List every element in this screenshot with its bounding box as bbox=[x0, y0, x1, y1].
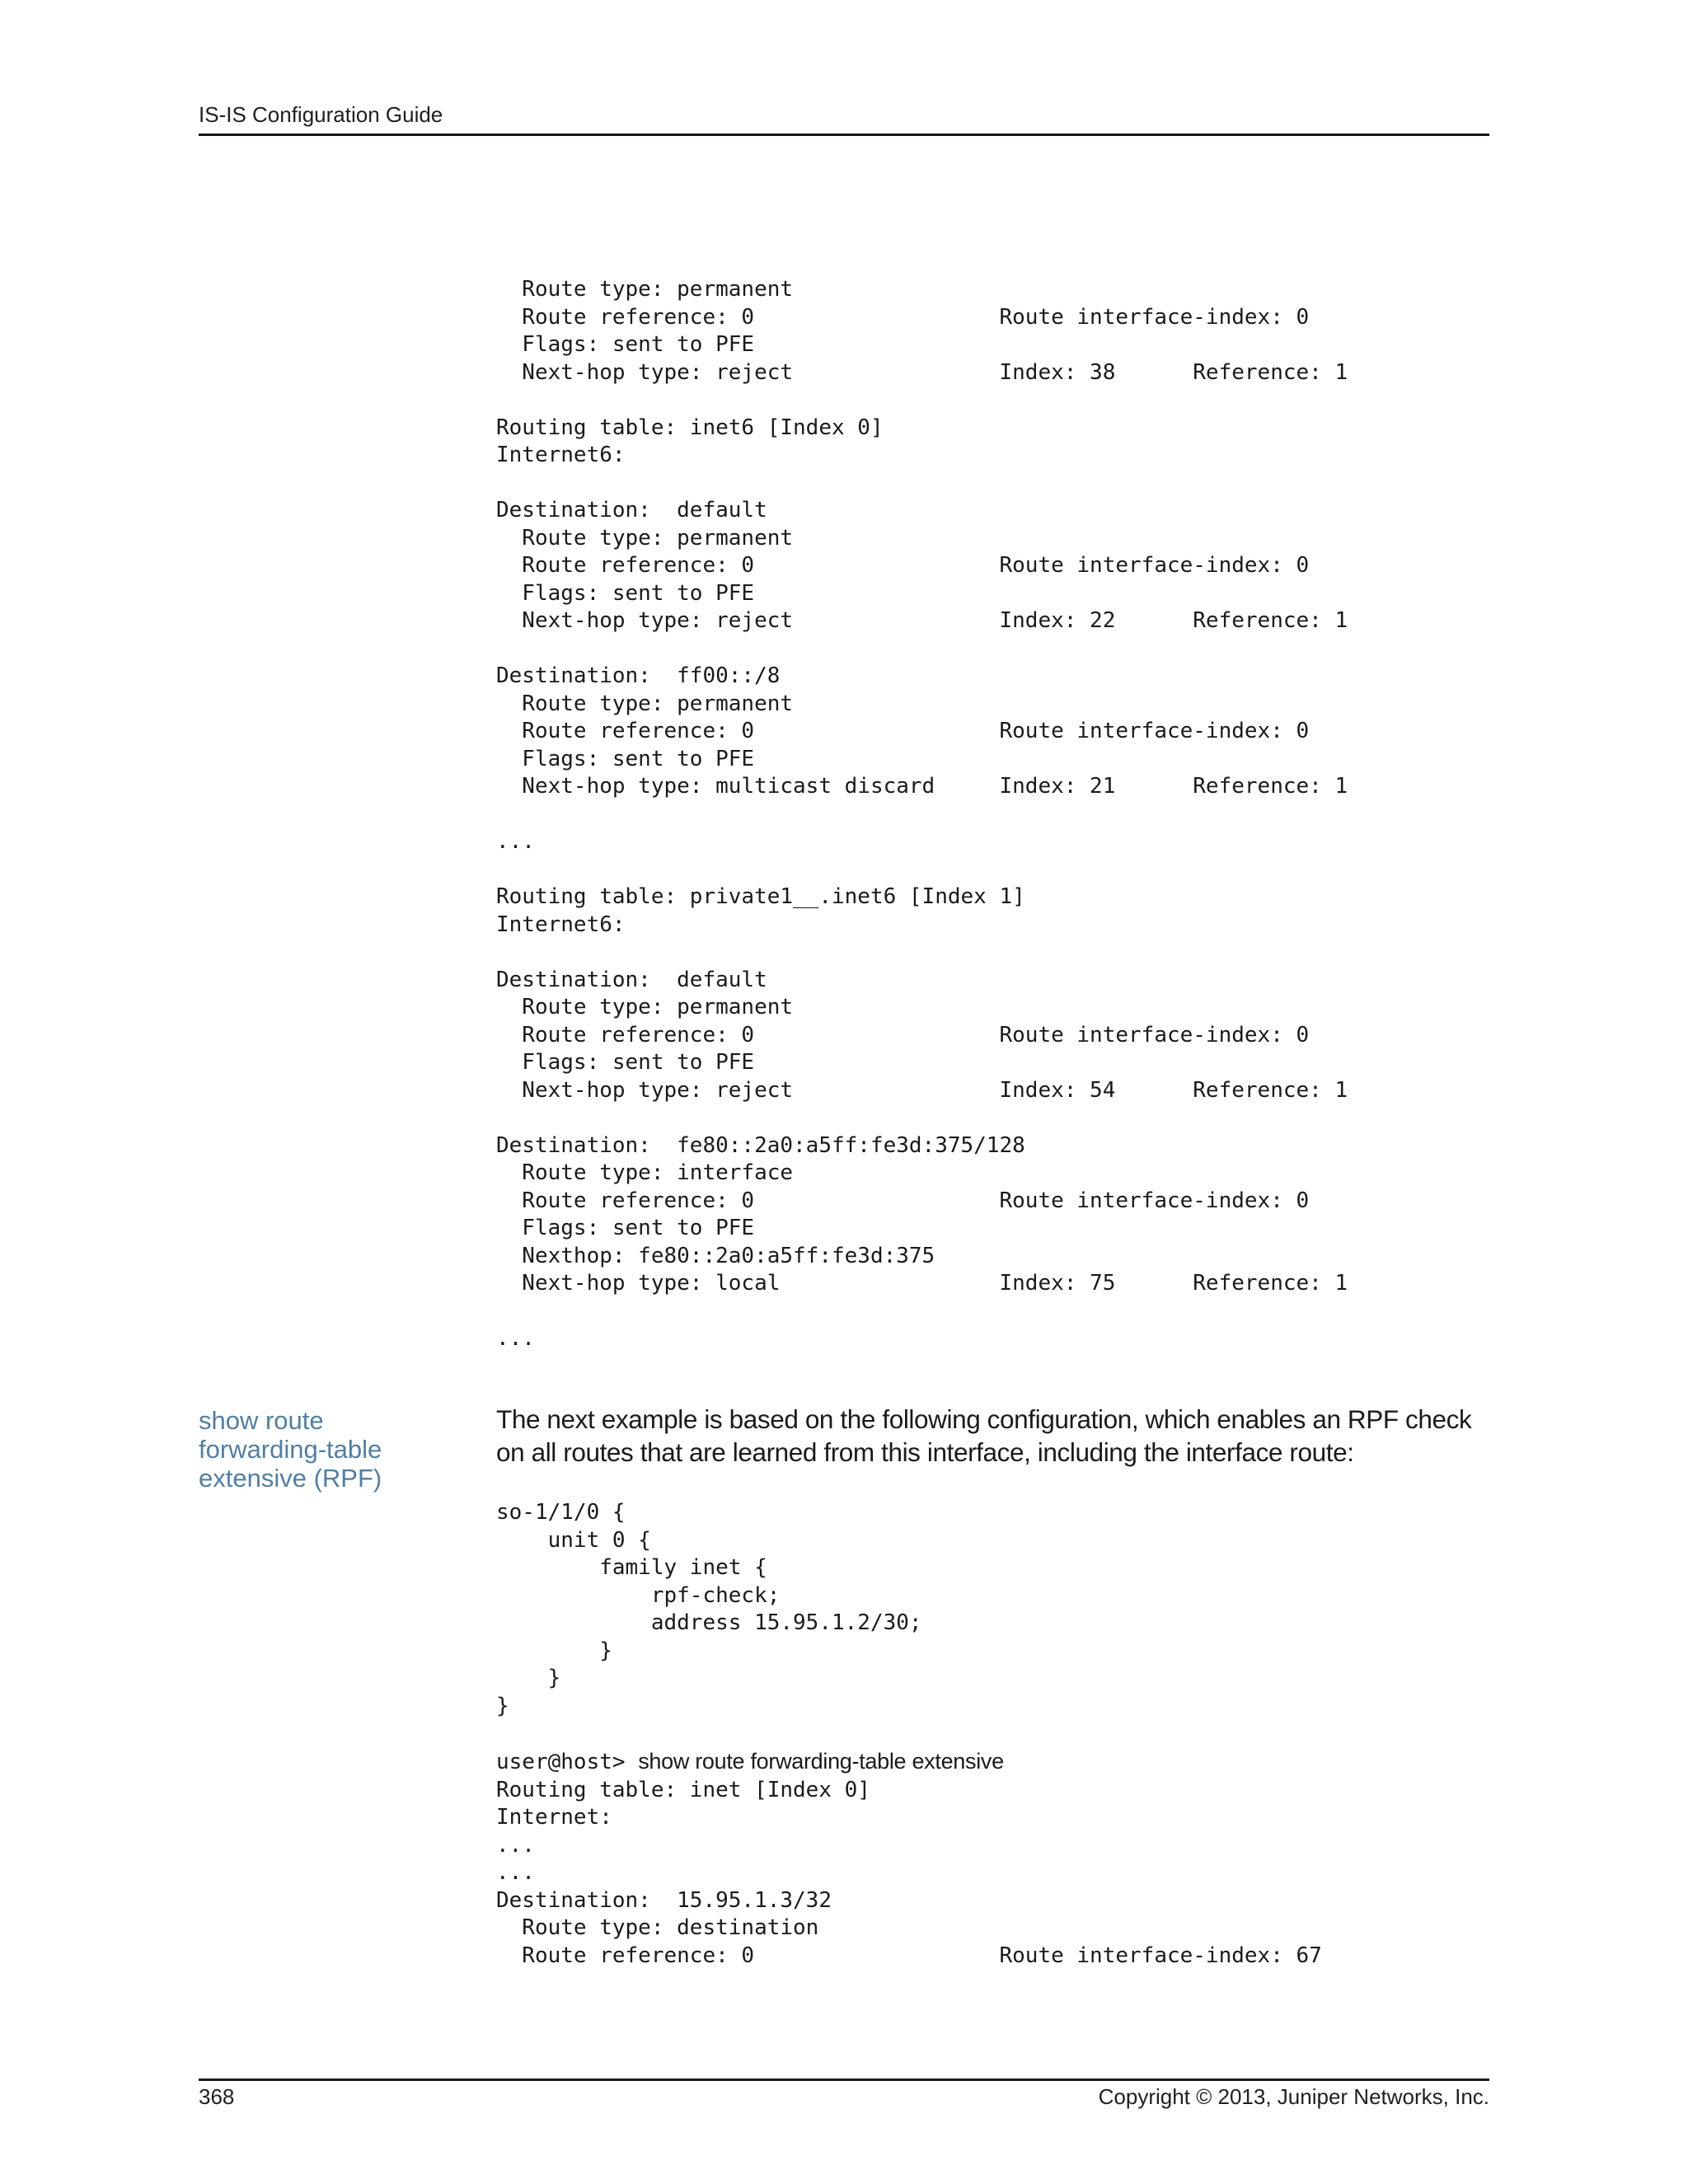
interface-config-block: so-1/1/0 { unit 0 { family inet { rpf-check; address 15.95.1.2/30; } } } bbox=[496, 1500, 922, 1718]
command-output-block bbox=[496, 1748, 1322, 1970]
cli-prompt: user@host> bbox=[496, 1750, 639, 1774]
section-side-heading: show route forwarding-table extensive (RPF) bbox=[199, 1406, 382, 1493]
copyright-notice: Copyright © 2013, Juniper Networks, Inc. bbox=[1098, 2084, 1489, 2109]
example-description-paragraph: The next example is based on the following configuration, which enables an RPF check on all routes that are learned from this interface, including the interface route: bbox=[496, 1404, 1472, 1467]
footer-rule bbox=[199, 2079, 1489, 2081]
page-number: 368 bbox=[199, 2084, 235, 2109]
forwarding-table-output-block: Route type: permanent Route reference: 0 Route interface-index: 0 Flags: sent to PFE Next-hop type: reject Index: 38 Reference: 1 Routing table: inet6 [Index 0] Internet6: Destination: default Route type: permanent Route reference: 0 Route interface-index: 0 Flags: sent to PFE Next-hop type: reject Index: 22 Reference: 1 Destination: ff00::/8 Route type: permanent Route reference: 0 Route interface-index: 0 Flags: sent to PFE Next-hop type: multicast discard Index: 21 Reference: 1 ... Routing table: private1__.inet6 [Index 1] Internet6: Destination: default Route type: permanent Route reference: 0 Route interface-index: 0 Flags: sent to PFE Next-hop type: reject Index: 54 Reference: 1 Destination: fe80::2a0:a5ff:fe3d:375/128 Route type: interface Route reference: 0 Route interface-index: 0 Flags: sent to PFE Nexthop: fe80::2a0:a5ff:fe3d:375 Next-hop type: local Index: 75 Reference: 1 ... bbox=[496, 277, 1348, 1351]
command-output-text: Routing table: inet [Index 0] Internet: ... ... Destination: 15.95.1.3/32 Route type: destination Route reference: 0 Route interface-index: 67 bbox=[496, 1777, 1322, 1968]
running-header-title: IS-IS Configuration Guide bbox=[199, 102, 443, 127]
header-rule bbox=[199, 134, 1489, 136]
cli-command: show route forwarding-table extensive bbox=[638, 1749, 1004, 1774]
